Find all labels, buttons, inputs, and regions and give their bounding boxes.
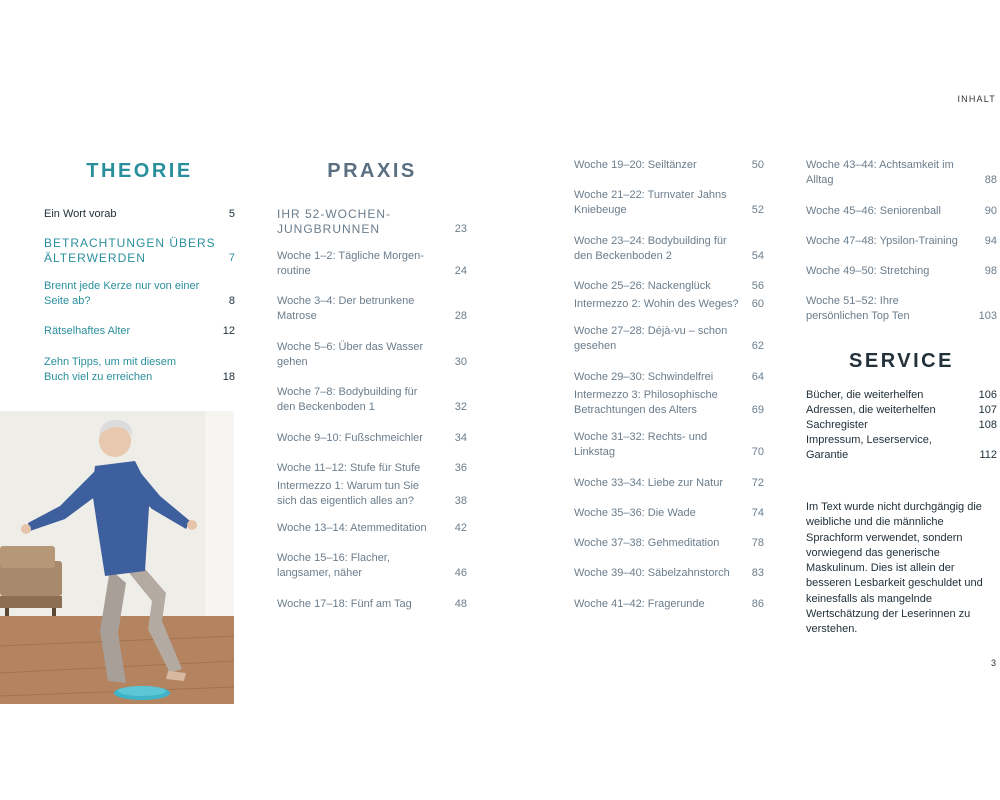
- toc-entry-title: Woche 35–36: Die Wade: [574, 507, 696, 519]
- toc-entry[interactable]: [44, 279, 235, 309]
- page-number: 3: [990, 658, 996, 668]
- toc-entry[interactable]: [574, 158, 764, 173]
- toc-entry-title: Sachregister: [806, 419, 868, 431]
- toc-entry-page: 52: [751, 204, 764, 216]
- toc-entry-page: 90: [984, 205, 997, 217]
- toc-entry-title: Woche 15–16: Flacher, langsamer, näher: [277, 552, 390, 579]
- toc-entry[interactable]: [806, 294, 997, 324]
- toc-entry-page: 8: [228, 295, 235, 307]
- toc-entry-title: Woche 49–50: Stretching: [806, 265, 930, 277]
- toc-entry-title: Impressum, Leserservice, Garantie: [806, 434, 932, 461]
- toc-entry-page: 32: [454, 401, 467, 413]
- toc-entry[interactable]: [806, 388, 997, 403]
- toc-entry[interactable]: [44, 207, 235, 222]
- toc-entry-page: 38: [454, 495, 467, 507]
- toc-entry[interactable]: [44, 324, 235, 339]
- toc-entry[interactable]: [277, 249, 467, 279]
- toc-entry-page: 98: [984, 265, 997, 277]
- toc-entry[interactable]: [574, 297, 764, 312]
- toc-entry-title: Woche 25–26: Nackenglück: [574, 280, 711, 292]
- toc-entry-page: 50: [751, 159, 764, 171]
- toc-entry-page: 70: [751, 446, 764, 458]
- toc-entry-page: 7: [228, 252, 235, 264]
- toc-entry[interactable]: [806, 158, 997, 188]
- praxis-heading: PRAXIS: [327, 160, 417, 182]
- toc-entry[interactable]: [574, 566, 764, 581]
- toc-entry-page: 24: [454, 265, 467, 277]
- toc-entry[interactable]: [277, 431, 467, 446]
- toc-entry-title: Brennt jede Kerze nur von einer Seite ab?: [44, 280, 200, 307]
- toc-entry-title: Woche 33–34: Liebe zur Natur: [574, 477, 723, 489]
- toc-entry-title: Intermezzo 3: Philosophische Betrachtungen des Alters: [574, 389, 718, 416]
- toc-entry-page: 72: [751, 477, 764, 489]
- toc-entry-page: 30: [454, 356, 467, 368]
- toc-entry-title: Woche 41–42: Fragerunde: [574, 598, 705, 610]
- toc-entry-page: 5: [228, 208, 235, 220]
- toc-entry[interactable]: [806, 204, 997, 219]
- toc-entry-page: 56: [751, 280, 764, 292]
- toc-entry-page: 64: [751, 371, 764, 383]
- toc-entry[interactable]: [574, 279, 764, 294]
- toc-section-title: IHR 52-WOCHEN-JUNGBRUNNEN: [277, 207, 392, 236]
- toc-entry-page: 54: [751, 250, 764, 262]
- toc-entry-title: Woche 5–6: Über das Wasser gehen: [277, 341, 424, 368]
- toc-entry[interactable]: [806, 433, 997, 463]
- toc-entry-title: Bücher, die weiterhelfen: [806, 389, 924, 401]
- toc-entry-page: 69: [751, 404, 764, 416]
- toc-entry-page: 18: [222, 371, 235, 383]
- toc-entry[interactable]: [574, 324, 764, 354]
- toc-entry-title: Woche 37–38: Gehmeditation: [574, 537, 720, 549]
- toc-entry[interactable]: [277, 479, 467, 509]
- toc-entry-page: 28: [454, 310, 467, 322]
- toc-entry-page: 83: [751, 567, 764, 579]
- toc-entry-title: Woche 11–12: Stufe für Stufe: [277, 462, 421, 474]
- toc-entry-title: Zehn Tipps, um mit diesem Buch viel zu erreichen: [44, 356, 177, 383]
- toc-entry[interactable]: [277, 340, 467, 370]
- toc-entry-page: 36: [454, 462, 467, 474]
- toc-entry-page: 60: [751, 298, 764, 310]
- toc-entry[interactable]: [277, 385, 467, 415]
- toc-entry-page: 12: [222, 325, 235, 337]
- toc-entry-page: 62: [751, 340, 764, 352]
- toc-entry-page: 74: [751, 507, 764, 519]
- toc-entry-page: 106: [978, 389, 997, 401]
- toc-entry[interactable]: [574, 597, 764, 612]
- toc-entry-title: Woche 9–10: Fußschmeichler: [277, 432, 423, 444]
- toc-entry-title: Ein Wort vorab: [44, 208, 117, 220]
- toc-entry[interactable]: [277, 294, 467, 324]
- toc-entry-title: Intermezzo 1: Warum tun Sie sich das eigentlich alles an?: [277, 480, 420, 507]
- toc-section-entry[interactable]: [44, 236, 235, 266]
- toc-entry-title: Adressen, die weiterhelfen: [806, 404, 936, 416]
- toc-entry[interactable]: [574, 370, 764, 385]
- toc-entry[interactable]: [44, 355, 235, 385]
- toc-entry[interactable]: [806, 418, 997, 433]
- toc-entry-title: Intermezzo 2: Wohin des Weges?: [574, 298, 739, 310]
- toc-entry[interactable]: [806, 234, 997, 249]
- toc-entry-page: 78: [751, 537, 764, 549]
- toc-entry[interactable]: [277, 551, 467, 581]
- toc-entry[interactable]: [574, 388, 764, 418]
- toc-section-entry[interactable]: [277, 207, 467, 237]
- toc-entry[interactable]: [806, 264, 997, 279]
- toc-entry-title: Woche 13–14: Atemmeditation: [277, 522, 427, 534]
- toc-entry-title: Woche 39–40: Säbelzahnstorch: [574, 567, 730, 579]
- toc-entry-title: Woche 3–4: Der betrunkene Matrose: [277, 295, 415, 322]
- toc-entry-title: Woche 45–46: Seniorenball: [806, 205, 941, 217]
- toc-entry-title: Woche 29–30: Schwindelfrei: [574, 371, 714, 383]
- toc-entry-title: Woche 43–44: Achtsamkeit im Alltag: [806, 159, 954, 186]
- toc-entry-page: 107: [978, 404, 997, 416]
- toc-entry-page: 108: [978, 419, 997, 431]
- toc-entry-title: Woche 19–20: Seiltänzer: [574, 159, 697, 171]
- toc-entry[interactable]: [277, 521, 467, 536]
- toc-entry[interactable]: [277, 461, 467, 476]
- toc-entry-page: 34: [454, 432, 467, 444]
- toc-entry-title: Rätselhaftes Alter: [44, 325, 131, 337]
- header-label: INHALT: [957, 94, 996, 104]
- toc-section-title: BETRACHTUNGEN ÜBERS ÄLTERWERDEN: [44, 236, 216, 265]
- toc-entry-title: Woche 7–8: Bodybuilding für den Beckenboden 1: [277, 386, 418, 413]
- toc-entry-title: Woche 23–24: Bodybuilding für den Beckenboden 2: [574, 235, 727, 262]
- toc-entry[interactable]: [806, 403, 997, 418]
- toc-entry-page: 94: [984, 235, 997, 247]
- service-heading: SERVICE: [849, 350, 954, 372]
- toc-entry[interactable]: [277, 597, 467, 612]
- toc-entry-title: Woche 47–48: Ypsilon-Training: [806, 235, 958, 247]
- toc-entry[interactable]: [574, 476, 764, 491]
- exercise-photo: [0, 411, 234, 704]
- toc-entry[interactable]: [574, 234, 764, 264]
- toc-entry-page: 42: [454, 522, 467, 534]
- toc-entry-page: 48: [454, 598, 467, 610]
- toc-entry-page: 112: [979, 449, 997, 461]
- toc-entry[interactable]: [574, 430, 764, 460]
- toc-entry-title: Woche 21–22: Turnvater Jahns Kniebeuge: [574, 189, 727, 216]
- toc-entry-title: Woche 31–32: Rechts- und Linkstag: [574, 431, 708, 458]
- theorie-heading: THEORIE: [86, 160, 193, 182]
- toc-entry[interactable]: [574, 536, 764, 551]
- toc-entry-page: 103: [978, 310, 997, 322]
- toc-entry-title: Woche 1–2: Tägliche Morgen-routine: [277, 250, 424, 277]
- toc-entry-title: Woche 51–52: Ihre persönlichen Top Ten: [806, 295, 910, 322]
- toc-entry[interactable]: [574, 188, 764, 218]
- toc-entry-page: 88: [984, 174, 997, 186]
- toc-entry-title: Woche 27–28: Déjà-vu – schon gesehen: [574, 325, 728, 352]
- toc-entry-page: 46: [454, 567, 467, 579]
- toc-entry-page: 23: [454, 223, 467, 235]
- toc-entry-page: 86: [751, 598, 764, 610]
- toc-entry-title: Woche 17–18: Fünf am Tag: [277, 598, 412, 610]
- gender-language-note: Im Text wurde nicht durchgängig die weibliche und die männliche Sprachform verwendet, sondern vorwiegend das generische Maskulinum. Dies ist allein der besseren Lesbarkeit geschuldet und keinesfalls als mangelnde Wertschätzung der Leserinnen zu verstehen.: [806, 501, 983, 636]
- toc-entry[interactable]: [574, 506, 764, 521]
